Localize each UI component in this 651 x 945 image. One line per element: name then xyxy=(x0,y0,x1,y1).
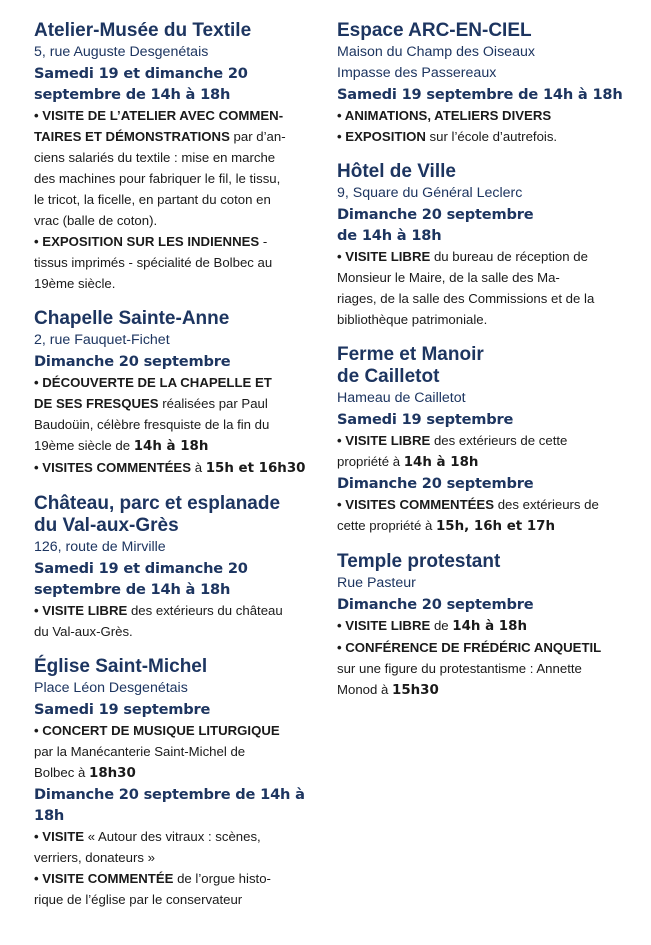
activity-text: Monod à xyxy=(337,682,392,697)
activity-title: • CONCERT DE MUSIQUE LITURGIQUE xyxy=(34,723,280,738)
activity-text: propriété à xyxy=(337,454,404,469)
venue-title xyxy=(337,344,629,388)
venue-atelier-musee-textile xyxy=(34,20,326,294)
activity-title: • VISITES COMMENTÉES xyxy=(337,497,495,512)
venue-chapelle-sainte-anne xyxy=(34,308,326,479)
activity-title: DE SES FRESQUES xyxy=(34,396,159,411)
venue-title: Église Saint-Michel xyxy=(34,656,208,677)
venue-title: Espace ARC-EN-CIEL xyxy=(337,20,532,41)
venue-address: 5, rue Auguste Desgenétais xyxy=(34,44,209,60)
venue-title: Atelier-Musée du Textile xyxy=(34,20,252,41)
venue-address: Maison du Champ des Oiseaux xyxy=(337,44,535,60)
venue-title-line: Château, parc et esplanade xyxy=(34,493,281,514)
activity-title: • CONFÉRENCE DE FRÉDÉRIC ANQUETIL xyxy=(337,640,602,655)
activity-item xyxy=(337,637,629,701)
activity-time: 15h30 xyxy=(392,683,439,698)
activity-item xyxy=(34,720,326,784)
activity-text: 19ème siècle de xyxy=(34,438,134,453)
activity-text: verriers, donateurs » xyxy=(34,850,155,865)
venue-title-line: de Cailletot xyxy=(337,366,440,387)
venue-espace-arc-en-ciel xyxy=(337,20,629,147)
activity-title: • VISITE LIBRE xyxy=(337,249,431,264)
activity-text: le tricot, la ficelle, en partant du coton en xyxy=(34,192,271,207)
activity-text: riages, de la salle des Commissions et de la xyxy=(337,291,595,306)
activity-text: ciens salariés du textile : mise en marche xyxy=(34,150,276,165)
venue-address: 9, Square du Général Leclerc xyxy=(337,185,523,201)
venue-title: Chapelle Sainte-Anne xyxy=(34,308,230,329)
activity-time: 15h et 16h30 xyxy=(205,461,306,476)
venue-date: Dimanche 20 septembre xyxy=(34,353,231,370)
venue-chateau-val-aux-gres xyxy=(34,493,326,642)
activity-title: • VISITE DE L’ATELIER AVEC COMMEN- xyxy=(34,108,284,123)
venue-date: Samedi 19 septembre xyxy=(337,411,514,428)
activity-text: sur une figure du protestantisme : Annette xyxy=(337,661,582,676)
activity-item xyxy=(34,105,326,231)
activity-title: • EXPOSITION xyxy=(337,129,426,144)
activity-text: 19ème siècle. xyxy=(34,276,116,291)
activity-title: • VISITE xyxy=(34,829,85,844)
venue-hotel-de-ville xyxy=(337,161,629,330)
venue-date: de 14h à 18h xyxy=(337,227,442,244)
activity-text: « Autour des vitraux : scènes, xyxy=(84,829,261,844)
activity-text: des machines pour fabriquer le fil, le tissu, xyxy=(34,171,281,186)
activity-title: • VISITE COMMENTÉE xyxy=(34,871,174,886)
venue-date: Samedi 19 et dimanche 20 xyxy=(34,560,248,577)
activity-text: cette propriété à xyxy=(337,518,436,533)
venue-eglise-saint-michel xyxy=(34,656,326,910)
venue-title: Temple protestant xyxy=(337,551,501,572)
activity-title: • VISITE LIBRE xyxy=(337,618,431,633)
left-column xyxy=(34,20,326,924)
activity-title: • ANIMATIONS, ATELIERS DIVERS xyxy=(337,108,552,123)
activity-time: 15h, 16h et 17h xyxy=(435,519,556,534)
activity-item xyxy=(337,246,629,330)
venue-date: Dimanche 20 septembre xyxy=(337,206,534,223)
venue-address: Place Léon Desgenétais xyxy=(34,680,188,696)
activity-text: des extérieurs de cette xyxy=(430,433,568,448)
activity-time: 18h30 xyxy=(89,766,136,781)
activity-item xyxy=(34,868,326,910)
activity-item xyxy=(337,105,629,126)
venue-date: Dimanche 20 septembre xyxy=(337,475,534,492)
activity-title: • VISITES COMMENTÉES xyxy=(34,460,192,475)
activity-text: bibliothèque patrimoniale. xyxy=(337,312,488,327)
activity-title: • DÉCOUVERTE DE LA CHAPELLE ET xyxy=(34,375,272,390)
venue-date: Samedi 19 septembre xyxy=(34,701,211,718)
activity-text: vrac (balle de coton). xyxy=(34,213,158,228)
activity-text: des extérieurs du château xyxy=(127,603,283,618)
activity-title: TAIRES ET DÉMONSTRATIONS xyxy=(34,129,230,144)
activity-text: de l’orgue histo- xyxy=(173,871,271,886)
activity-text: Bolbec à xyxy=(34,765,89,780)
activity-title: • VISITE LIBRE xyxy=(337,433,431,448)
venue-title-line: du Val-aux-Grès xyxy=(34,515,179,536)
venue-date: Dimanche 20 septembre de 14h à 18h xyxy=(34,786,305,824)
activity-item xyxy=(337,615,629,637)
activity-title: • EXPOSITION SUR LES INDIENNES xyxy=(34,234,260,249)
venue-address: Impasse des Passereaux xyxy=(337,65,497,81)
activity-item xyxy=(34,826,326,868)
activity-title: • VISITE LIBRE xyxy=(34,603,128,618)
activity-text: sur l’école d’autrefois. xyxy=(425,129,558,144)
activity-text: par la Manécanterie Saint-Michel de xyxy=(34,744,246,759)
activity-text: du Val-aux-Grès. xyxy=(34,624,133,639)
activity-text: par d’an- xyxy=(229,129,286,144)
activity-item xyxy=(337,126,629,147)
activity-time: 14h à 18h xyxy=(403,455,479,470)
venue-title: Hôtel de Ville xyxy=(337,161,456,182)
venue-address: 126, route de Mirville xyxy=(34,539,166,555)
activity-text: de xyxy=(430,618,453,633)
venue-ferme-manoir-cailletot xyxy=(337,344,629,537)
venue-date: septembre de 14h à 18h xyxy=(34,86,231,103)
activity-item xyxy=(34,457,326,479)
activity-text: rique de l’église par le conservateur xyxy=(34,892,243,907)
venue-address: Rue Pasteur xyxy=(337,575,416,591)
venue-temple-protestant xyxy=(337,551,629,701)
venue-address: 2, rue Fauquet-Fichet xyxy=(34,332,170,348)
activity-item xyxy=(34,600,326,642)
venue-date: Samedi 19 septembre de 14h à 18h xyxy=(337,86,623,103)
venue-date: septembre de 14h à 18h xyxy=(34,581,231,598)
activity-time: 14h à 18h xyxy=(133,439,209,454)
activity-text: du bureau de réception de xyxy=(430,249,588,264)
activity-item xyxy=(337,494,629,537)
activity-item xyxy=(34,231,326,294)
venue-title-line: Ferme et Manoir xyxy=(337,344,484,365)
activity-text: Baudoüin, célèbre fresquiste de la fin du xyxy=(34,417,270,432)
activity-item xyxy=(34,372,326,457)
activity-text: réalisées par Paul xyxy=(158,396,268,411)
activity-text: à xyxy=(191,460,206,475)
activity-text: des extérieurs de xyxy=(494,497,599,512)
venue-date: Samedi 19 et dimanche 20 xyxy=(34,65,248,82)
activity-text: tissus imprimés - spécialité de Bolbec au xyxy=(34,255,273,270)
venue-title xyxy=(34,493,326,537)
activity-item xyxy=(337,430,629,473)
activity-text: Monsieur le Maire, de la salle des Ma- xyxy=(337,270,560,285)
venue-address: Hameau de Cailletot xyxy=(337,390,466,406)
venue-date: Dimanche 20 septembre xyxy=(337,596,534,613)
activity-text: - xyxy=(259,234,268,249)
right-column xyxy=(337,20,629,715)
activity-time: 14h à 18h xyxy=(452,619,527,634)
